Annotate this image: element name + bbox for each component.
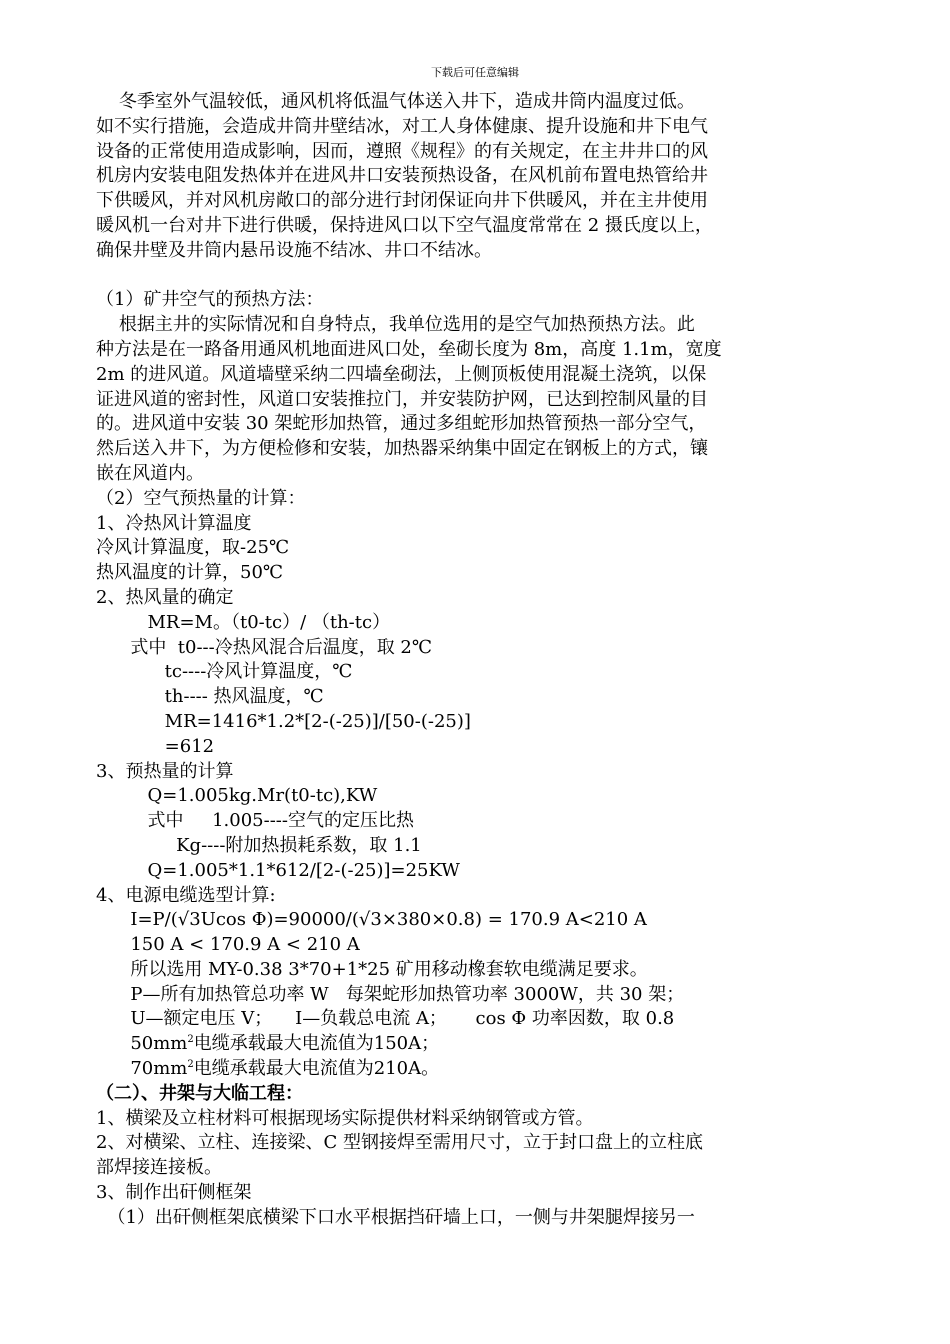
para-line: U—额定电压 V； I—负载总电流 A； cos Φ 功率因数，取 0.8 <box>96 1008 675 1030</box>
formula-line: I=P/(√3Ucos Φ)=90000/(√3×380×0.8) = 170.9 A<210 A <box>96 909 647 931</box>
list-item: 2、热风量的确定 <box>96 586 234 608</box>
blank-line <box>96 264 858 289</box>
list-item: 1、冷热风计算温度 <box>96 512 252 534</box>
formula-line: =612 <box>96 735 215 757</box>
para-line: 设备的正常使用造成影响，因而，遵照《规程》的有关规定，在主井井口的风 <box>96 140 708 162</box>
formula-line: Q=1.005kg.Mr(t0-tc),KW <box>96 785 378 807</box>
formula-line: 式中 1.005----空气的定压比热 <box>96 810 414 832</box>
para-line: P—所有加热管总功率 W 每架蛇形加热管功率 3000W，共 30 架； <box>96 983 685 1005</box>
formula-line: tc----冷风计算温度，℃ <box>96 661 353 683</box>
para-line: 冬季室外气温较低，通风机将低温气体送入井下，造成井筒内温度过低。 <box>96 91 695 112</box>
list-item: 1、横梁及立柱材料可根据现场实际提供材料采纳钢管或方管。 <box>96 1107 594 1129</box>
para-line: 如不实行措施，会造成井筒井壁结冰，对工人身体健康、提升设施和井下电气 <box>96 115 708 137</box>
formula-line: Q=1.005*1.1*612/[2-(-25)]=25KW <box>96 859 460 881</box>
formula-line: th---- 热风温度，℃ <box>96 686 324 708</box>
para-line: 所以选用 MY-0.38 3*70+1*25 矿用移动橡套软电缆满足要求。 <box>96 958 648 980</box>
para-line: 嵌在风道内。 <box>96 462 204 484</box>
para-line: 2m 的进风道。风道墙壁采纳二四墙垒砌法，上侧顶板使用混凝土浇筑，以保 <box>96 363 707 385</box>
cable-70-text: 电缆承载最大电流值为210A。 <box>193 1058 440 1080</box>
para-line: 根据主井的实际情况和自身特点，我单位选用的是空气加热预热方法。此 <box>96 314 695 336</box>
para-line: 的。进风道中安装 30 架蛇形加热管，通过多组蛇形加热管预热一部分空气， <box>96 413 707 435</box>
para-line: 热风温度的计算，50℃ <box>96 562 284 584</box>
formula-line: MR=1416*1.2*[2-(-25)]/[50-(-25)] <box>96 710 471 732</box>
para-line: （1）出矸侧框架底横梁下口水平根据挡矸墙上口，一侧与井架腿焊接另一 <box>96 1206 695 1228</box>
cable-50-line <box>96 1032 858 1057</box>
superscript-2: 2 <box>187 1059 194 1071</box>
cable-70-line <box>96 1057 858 1082</box>
para-line: 部焊接连接板。 <box>96 1157 222 1179</box>
formula-line: 150 A < 170.9 A < 210 A <box>96 934 360 956</box>
formula-line: MR=M。（t0-tc）/ （th-tc） <box>96 611 391 633</box>
list-item: 3、预热量的计算 <box>96 760 234 782</box>
para-line: 机房内安装电阻发热体并在进风井口安装预热设备，在风机前布置电热管给井 <box>96 165 708 187</box>
cable-50-size: 50mm <box>96 1033 188 1055</box>
cable-50-text: 电缆承载最大电流值为150A； <box>193 1033 440 1055</box>
para-line: 证进风道的密封性，风道口安装推拉门，并安装防护网，已达到控制风量的目 <box>96 388 708 410</box>
superscript-2: 2 <box>187 1034 194 1046</box>
formula-line: Kg----附加热损耗系数，取 1.1 <box>96 834 422 856</box>
formula-line: 式中 t0---冷热风混合后温度，取 2℃ <box>96 636 433 658</box>
para-line: 下供暖风，并对风机房敞口的部分进行封闭保证向井下供暖风，并在主井使用 <box>96 190 708 212</box>
section-heading: （2）空气预热量的计算： <box>96 487 306 509</box>
para-line: 种方法是在一路备用通风机地面进风口处，垒砌长度为 8m，高度 1.1m，宽度 <box>96 338 722 360</box>
list-item: 2、对横梁、立柱、连接梁、C 型钢接焊至需用尺寸，立于封口盘上的立柱底 <box>96 1132 703 1154</box>
para-line: 确保井壁及井筒内悬吊设施不结冰、井口不结冰。 <box>96 239 492 261</box>
section-heading: （1）矿井空气的预热方法： <box>96 289 324 311</box>
cable-70-size: 70mm <box>96 1058 188 1080</box>
list-item: 4、电源电缆选型计算: <box>96 884 276 906</box>
para-line: 暖风机一台对井下进行供暖，保持进风口以下空气温度常常在 2 摄氏度以上， <box>96 214 713 236</box>
para-line: 然后送入井下，为方便检修和安装，加热器采纳集中固定在钢板上的方式，镶 <box>96 438 708 460</box>
page-header: 下载后可任意编辑 <box>431 66 519 79</box>
document-body <box>96 90 858 1231</box>
section-heading-bold: （二）、井架与大临工程： <box>96 1082 303 1104</box>
para-line: 冷风计算温度，取-25℃ <box>96 537 290 559</box>
list-item: 3、制作出矸侧框架 <box>96 1182 252 1204</box>
